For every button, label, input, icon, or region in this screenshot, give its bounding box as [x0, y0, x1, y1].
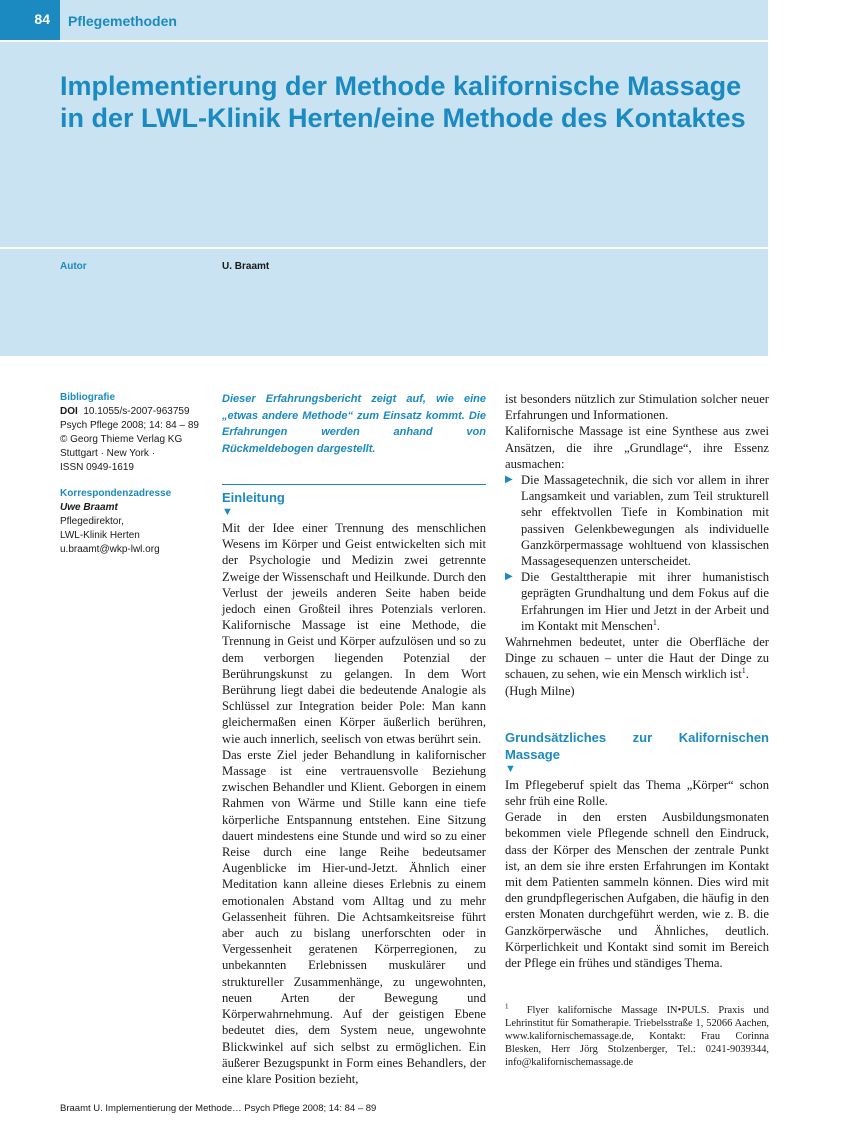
bibliography-heading: Bibliografie [60, 392, 116, 403]
paragraph: Das erste Ziel jeder Behandlung in kalifornischer Massage ist eine vertrauensvolle Beziehung zwischen Behandler und Klient. Geborgen in einem Rahmen von Wärme und Stille kann eine tiefe körperliche Entspannung entstehen. Eine Sitzung dauert mindestens eine Stunde und wird so zu einer Reise durch eine lange Reihe bedeutsamer Augenblicke im Hier-und-Jetzt. Ähnlich einer Meditation kann alleine dieses Erlebnis zu einem emotionalen Abstand vom Alltag und zu mehr Gelassenheit führen. Die Achtsamkeitsreise führt aber auch zu bislang unerforschten oder in Vergessenheit geratenen Körperregionen, zu unbekannten Erlebnissen muskulärer und struktureller Zusammenhänge, zu ungewohnten, neuen Arten der Bewegung und Körperwahrnehmung. Auf der geistigen Ebene bedeutet dies, dem System neue, ungewohnte Blickwinkel auf sich selbst zu ermöglichen. Ein äußerer Bezugspunkt in Form eines Behandlers, der eine klare Position bezieht, [222, 747, 486, 1086]
journal-ref: Psych Pflege 2008; 14: 84 – 89 [60, 420, 199, 431]
contact-name: Uwe Braamt [60, 502, 118, 513]
abstract: Dieser Erfahrungsbericht zeigt auf, wie eine „etwas andere Methode“ zum Einsatz kommt. Die Erfahrungen werden anhand von Rückmeldebogen dargestellt. [222, 393, 486, 455]
contact-heading: Korrespondenzadresse [60, 488, 172, 499]
contact-role: Pflegedirektor, [60, 516, 124, 527]
paragraph: Im Pflegeberuf spielt das Thema „Körper“ schon sehr früh eine Rolle. [505, 777, 769, 809]
column-left [222, 391, 486, 1087]
header-band [0, 0, 768, 356]
publisher: © Georg Thieme Verlag KG [60, 434, 183, 445]
doi-value[interactable]: 10.1055/s-2007-963759 [83, 406, 190, 417]
article-title: Implementierung der Methode kalifornische Massage in der LWL-Klinik Herten/eine Methode des Kontaktes [60, 71, 746, 133]
footnote-ref[interactable]: 1 [741, 666, 746, 676]
section-label: Pflegemethoden [68, 13, 177, 29]
section-rule [222, 484, 486, 485]
paragraph: Gerade in den ersten Ausbildungsmonaten bekommen viele Pflegende schnell den Eindruck, dass der Körper des Menschen der zentrale Punkt ist, an dem sie ihre ersten Erfahrungen im Kontakt mit dem Patienten sammeln können. Dies wird mit den grundpflegerischen Aufgaben, die häufig in den ersten Monaten durchgeführt werden, wie z. B. die Ganzkörperwäsche und Ähnliches, deutlich. Körperlichkeit und Kontakt sind somit im Bereich der Pflege ein frühes und ständiges Thema. [505, 810, 769, 971]
header-divider [0, 40, 768, 42]
footnote [505, 1004, 769, 1069]
quote-author: (Hugh Milne) [505, 683, 575, 698]
doi-line [60, 405, 210, 419]
paragraph: Kalifornische Massage ist eine Synthese aus zwei Ansätzen, die ihre „Grundlage“, ihre Essenz ausmachen: [505, 424, 769, 471]
column-right [505, 391, 769, 971]
title-divider [0, 247, 768, 249]
footnote-text: Flyer kalifornische Massage IN•PULS. Praxis und Lehrinstitut für Somatherapie. Triebelsstraße 1, 52066 Aachen, www.kalifornischemassage.de, Kontakt: Frau Corinna Blesken, Herr Jörg Stolzenberger, Tel.: 0241-9039344, info@kalifornischemassage.de [505, 1005, 769, 1068]
list-item: ▶ Die Massagetechnik, die sich vor allem in ihrer Langsamkeit und variablen, zum Teil strukturell sehr effektvollen Tiefe in Kombination mit passiven Gelenkbewegungen als individuelle Ganzkörpermassage wohltuend von klassischen Massagesequenzen unterscheidet. [505, 472, 769, 569]
paragraph: ist besonders nützlich zur Stimulation solcher neuer Erfahrungen und Informationen. [505, 392, 769, 423]
paragraph: Mit der Idee einer Trennung des menschlichen Wesens im Körper und Geist entwickelten sich mit der Psychologie und Medizin zwei getrennte Zweige der Wissenschaft und Heilkunde. Durch den Verlust der jeweils anderen Seite haben beide jedoch einen Großteil ihres Potenzials verloren. Kalifornische Massage ist eine Methode, die Trennung in Geist und Körper aufzulösen und so zu dem verborgen liegenden Potenzial der Berührungskunst zu gelangen. In dem Wort Berührung liegt dabei die bedeutende Analogie als Schlüssel zur Integration beider Pole: Man kann gleichermaßen einen Körper äußerlich berühren, wie auch innerlich, seelisch von etwas berührt sein. [222, 521, 486, 746]
footnote-number: 1 [505, 1002, 509, 1011]
section-marker-icon: ▼ [505, 762, 516, 775]
contact-email[interactable]: u.braamt@wkp-lwl.org [60, 544, 160, 555]
bullet-list [505, 472, 769, 634]
section-heading-grundsaetzliches: Grundsätzliches zur Kalifornischen Massage [505, 729, 769, 762]
author-name: U. Braamt [222, 261, 270, 272]
contact-org: LWL-Klinik Herten [60, 530, 140, 541]
doi-label: DOI [60, 406, 78, 417]
page-number: 84 [0, 0, 60, 40]
page-footer: Braamt U. Implementierung der Methode… Psych Pflege 2008; 14: 84 – 89 [60, 1103, 377, 1114]
list-item: ▶ Die Gestalttherapie mit ihrer humanistisch geprägten Grundhaltung und dem Fokus auf die Erfahrungen im Hier und Jetzt in der Arbeit und im Kontakt mit Menschen$^1$. [505, 569, 769, 634]
section-heading-einleitung: Einleitung [222, 490, 285, 505]
section-marker-icon: ▼ [222, 506, 233, 518]
author-label: Autor [60, 261, 87, 272]
sidebar [60, 391, 210, 557]
publisher-city: Stuttgart · New York · [60, 448, 156, 459]
quote: Wahrnehmen bedeutet, unter die Oberfläche der Dinge zu schauen – unter die Haut der Dinge zu schauen, zu sehen, wie ein Mensch wirklich ist$^1$. [505, 635, 769, 682]
issn: ISSN 0949-1619 [60, 462, 134, 473]
footnote-ref[interactable]: 1 [652, 617, 657, 627]
